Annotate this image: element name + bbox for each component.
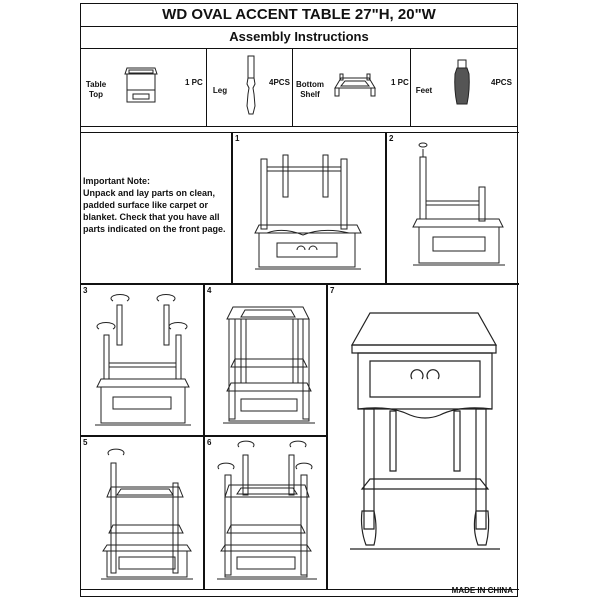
step-number: 1 [235,134,240,143]
leg-icon [243,54,259,122]
step-number: 2 [389,134,394,143]
step-6-illustration [213,441,321,583]
note-heading: Important Note: [83,176,150,186]
step-7 [327,284,519,590]
step-number: 6 [207,438,212,447]
step-4-illustration [219,299,319,429]
part-name: Table Top [85,80,107,99]
page-title: WD OVAL ACCENT TABLE 27"H, 20"W [81,4,517,27]
part-qty: 1 PC [185,78,203,87]
important-note [81,132,232,284]
step-4 [204,284,327,436]
step-5-illustration [97,443,197,583]
step-number: 4 [207,286,212,295]
bottom-shelf-icon [333,72,377,102]
step-6 [204,436,327,590]
part-name: Leg [212,86,228,95]
page-subtitle: Assembly Instructions [81,26,517,49]
part-bottom-shelf [293,48,411,126]
part-qty: 4PCS [269,78,290,87]
part-feet [411,48,519,126]
table-top-icon [123,62,159,108]
step-3-illustration [91,293,197,431]
note-body: Unpack and lay parts on clean, padded surface like carpet or blanket. Check that you have all parts indicated on the front page. [83,188,226,234]
assembly-steps [81,132,517,598]
step-1 [232,132,386,284]
part-table-top [81,48,207,126]
part-name: Bottom Shelf [296,80,324,99]
foot-icon [451,58,473,108]
part-name: Feet [415,86,433,95]
instruction-sheet [80,3,518,597]
step-number: 7 [330,286,335,295]
step-3 [81,284,204,436]
part-qty: 1 PC [391,78,409,87]
step-7-illustration [350,311,500,551]
step-number: 5 [83,438,88,447]
step-5 [81,436,204,590]
part-qty: 4PCS [491,78,512,87]
step-number: 3 [83,286,88,295]
step-1-illustration [253,153,363,273]
part-leg [207,48,293,126]
step-2 [386,132,519,284]
made-in-label: MADE IN CHINA [451,586,513,595]
step-2-illustration [411,141,507,271]
parts-list [81,48,517,127]
